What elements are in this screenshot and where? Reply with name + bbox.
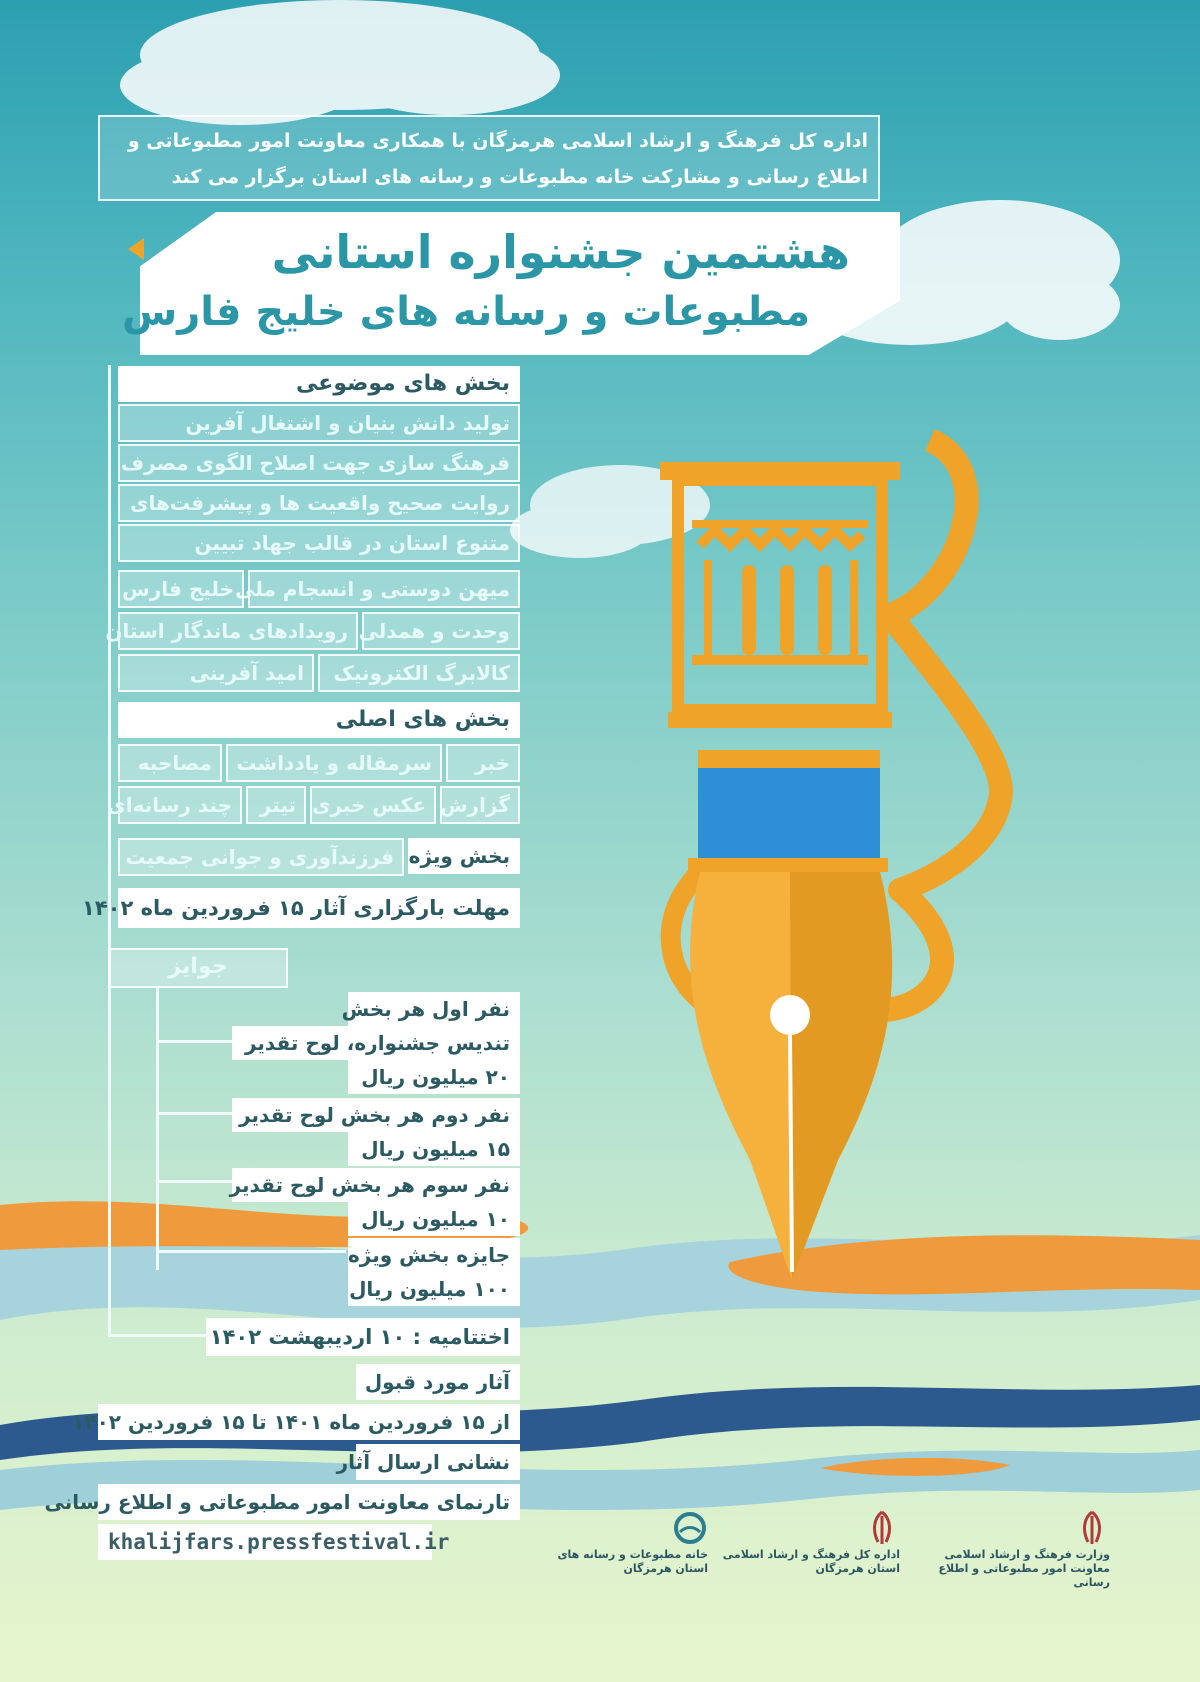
special-prize-amount: ۱۰۰ میلیون ریال — [348, 1272, 520, 1306]
prizes-connector — [156, 988, 159, 1270]
logo-3-line-2: استان هرمزگان — [623, 1562, 708, 1575]
main-news: خبر — [446, 744, 520, 782]
title-accent — [128, 238, 144, 260]
prize-3-title: نفر سوم هر بخش لوح تقدیر — [232, 1168, 520, 1202]
pen-bar-1 — [692, 520, 868, 528]
thematic-grid-3-b: امید آفرینی — [118, 654, 314, 692]
prize-3-amount: ۱۰ میلیون ریال — [348, 1202, 520, 1236]
main-sections-header: بخش های اصلی — [118, 702, 520, 738]
main-interview: مصاحبه — [118, 744, 222, 782]
main-headline: تیتر — [246, 786, 306, 824]
prizes-tick-1 — [156, 1040, 236, 1043]
thematic-row-1: تولید دانش بنیان و اشتغال آفرین — [118, 404, 520, 442]
emblem-logo-provincial — [720, 1508, 900, 1576]
prizes-tick-4 — [156, 1250, 346, 1253]
prize-1-detail: تندیس جشنواره، لوح تقدیر — [232, 1026, 520, 1060]
thematic-row-2: فرهنگ سازی جهت اصلاح الگوی مصرف — [118, 444, 520, 482]
prize-2-title: نفر دوم هر بخش لوح تقدیر — [232, 1098, 520, 1132]
prize-1-amount: ۲۰ میلیون ریال — [348, 1060, 520, 1094]
pen-lower-ring — [688, 858, 888, 872]
press-house-icon — [672, 1508, 708, 1548]
thematic-header: بخش های موضوعی — [118, 366, 520, 402]
main-editorial: سرمقاله و یادداشت — [226, 744, 442, 782]
pen-arches — [700, 530, 862, 545]
pen-nib-shade — [790, 872, 892, 1280]
organizer-line-2: اطلاع رسانی و مشارکت خانه مطبوعات و رسانه های استان برگزار می کند — [171, 166, 868, 188]
pen-blue-band — [698, 764, 880, 864]
main-multimedia: چند رسانه‌ای — [118, 786, 242, 824]
logo-3-line-1: خانه مطبوعات و رسانه های — [557, 1548, 708, 1561]
pen-collar — [668, 712, 892, 728]
logo-1-line-1: وزارت فرهنگ و ارشاد اسلامی — [944, 1548, 1110, 1561]
organizer-line-1: اداره کل فرهنگ و ارشاد اسلامی هرمزگان با همکاری معاونت امور مطبوعاتی و — [127, 130, 868, 152]
prizes-tick-2 — [156, 1112, 236, 1115]
special-prize-title: جایزه بخش ویژه — [348, 1238, 520, 1272]
emblem-icon — [864, 1508, 900, 1548]
thematic-grid-2-b: رویدادهای ماندگار استان — [118, 612, 358, 650]
prize-2-amount: ۱۵ میلیون ریال — [348, 1132, 520, 1166]
main-photo: عکس خبری — [310, 786, 436, 824]
thematic-grid-1-b: خلیج فارس — [118, 570, 244, 608]
special-section-topic: فرزندآوری و جوانی جمعیت — [118, 838, 404, 876]
special-section-label: بخش ویژه — [408, 838, 520, 874]
logo-2-line-2: استان هرمزگان — [815, 1562, 900, 1575]
closing-ceremony: اختتامیه : ۱۰ اردیبهشت ۱۴۰۲ — [206, 1318, 520, 1356]
main-report: گزارش — [440, 786, 520, 824]
festival-subtitle: مطبوعات و رسانه های خلیج فارس — [122, 289, 810, 335]
thematic-row-3: روایت صحیح واقعیت ها و پیشرفت‌های — [118, 484, 520, 522]
pen-upper-ring — [698, 750, 880, 768]
organizer-box — [98, 115, 880, 201]
logo-1-line-2: معاونت امور مطبوعاتی و اطلاع رسانی — [938, 1562, 1110, 1589]
thematic-row-4: متنوع استان در قالب جهاد تبیین — [118, 524, 520, 562]
submission-label: نشانی ارسال آثار — [356, 1444, 520, 1480]
thematic-grid-3-a: کالابرگ الکترونیک — [318, 654, 520, 692]
prizes-header: جوایز — [108, 948, 288, 988]
logo-2-line-1: اداره کل فرهنگ و ارشاد اسلامی — [722, 1548, 900, 1561]
emblem-logo-ministry — [910, 1508, 1110, 1590]
connector-bottom — [108, 1334, 206, 1337]
website-url[interactable]: khalijfars.pressfestival.ir — [98, 1524, 432, 1560]
submission-detail: تارنمای معاونت امور مطبوعاتی و اطلاع رسانی — [98, 1484, 520, 1520]
prizes-tick-3 — [156, 1180, 236, 1183]
connector-line — [108, 365, 111, 1335]
pen-nib-slit — [790, 1035, 792, 1272]
thematic-grid-2-a: وحدت و همدلی — [362, 612, 520, 650]
pen-bar-2 — [692, 655, 868, 665]
thematic-grid-1-a: میهن دوستی و انسجام ملی — [248, 570, 520, 608]
festival-title: هشتمین جشنواره استانی — [271, 225, 850, 279]
press-house-logo — [548, 1508, 708, 1576]
emblem-icon — [1074, 1508, 1110, 1548]
prize-1-title: نفر اول هر بخش — [348, 992, 520, 1026]
accepted-works-label: آثار مورد قبول — [356, 1364, 520, 1400]
accepted-works-range: از ۱۵ فروردین ماه ۱۴۰۱ تا ۱۵ فروردین ۱۴۰۲ — [98, 1404, 520, 1440]
pen-nib-hole — [770, 995, 810, 1035]
deadline: مهلت بارگزاری آثار ۱۵ فروردین ماه ۱۴۰۲ — [118, 888, 520, 928]
pen-columns — [704, 560, 858, 655]
